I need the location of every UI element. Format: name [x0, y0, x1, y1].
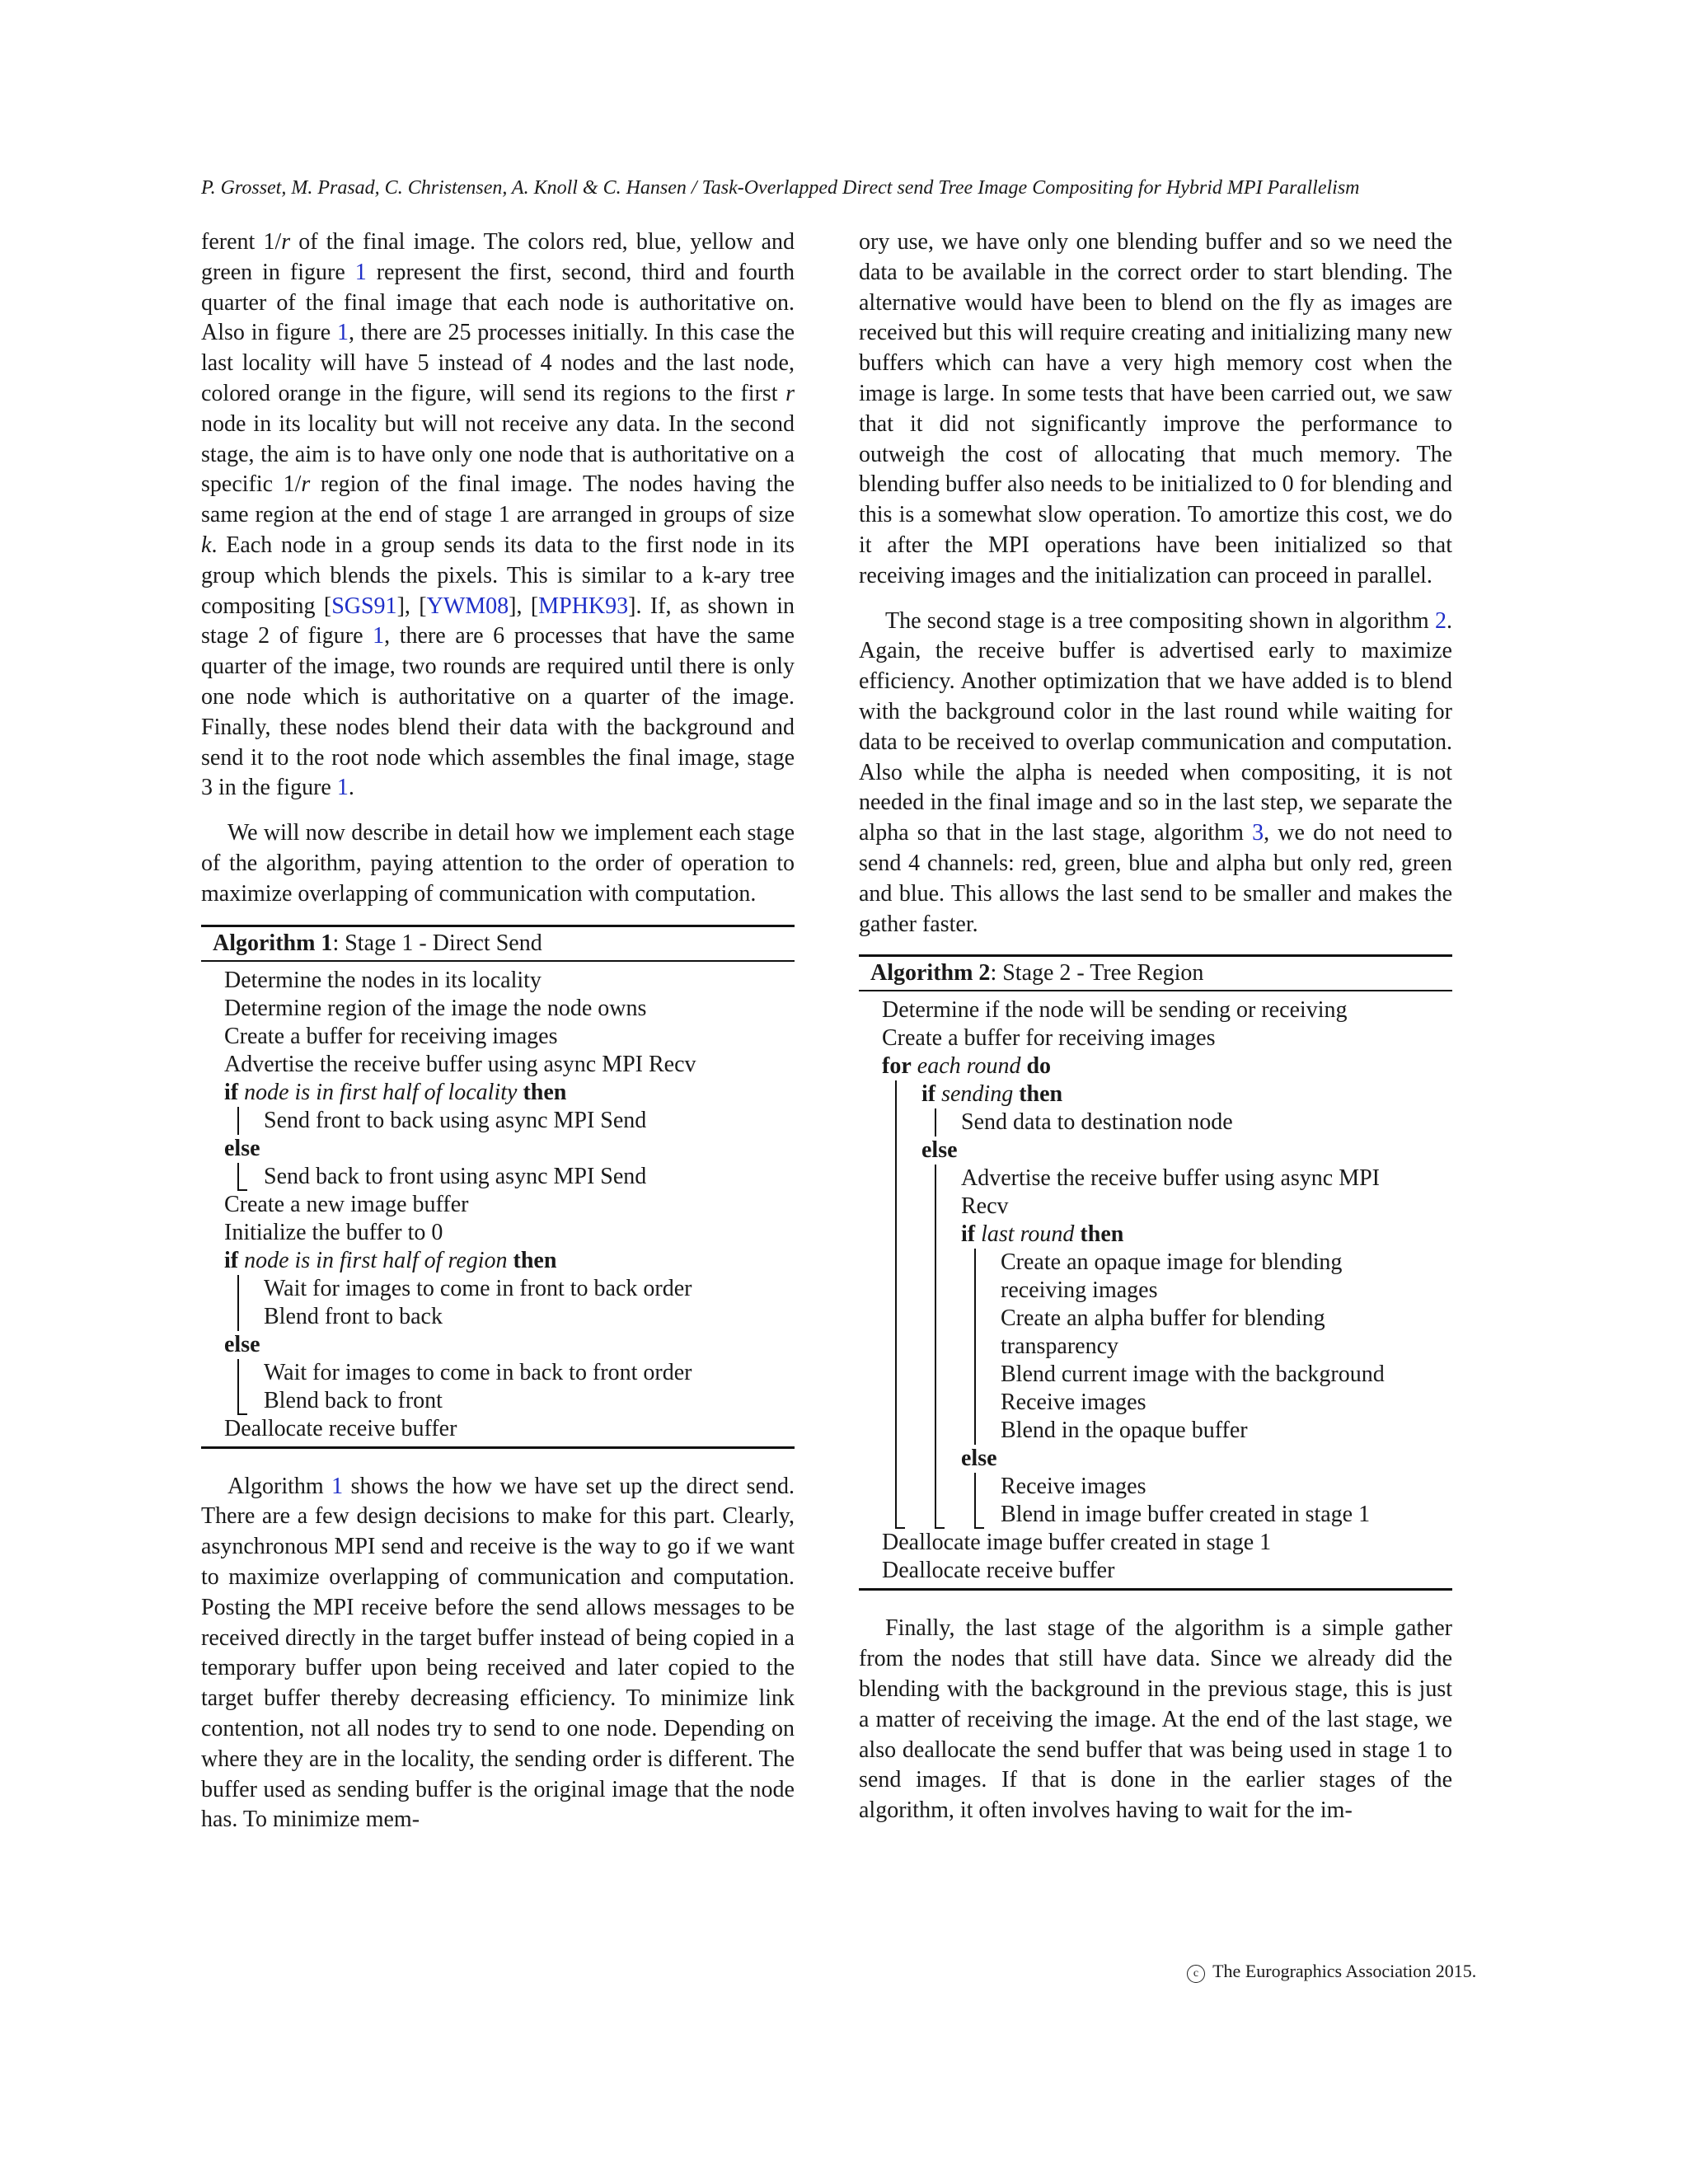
algo-line: Receive images [1001, 1474, 1146, 1500]
algo-else-line: else [961, 1446, 997, 1472]
algo-else-line: else [921, 1137, 958, 1164]
algorithm-body [859, 991, 1452, 1585]
algo-if-line: if last round then [961, 1221, 1124, 1248]
algo-if-line: if node is in first half of locality then [224, 1079, 567, 1105]
algorithm-2-box [859, 954, 1452, 1591]
algo-block [974, 1473, 1452, 1529]
algo-line: Blend in the opaque buffer [1001, 1418, 1248, 1444]
algorithm-body [201, 962, 795, 1443]
algo-line: Send back to front using async MPI Send [264, 1163, 647, 1189]
algo-line: Send data to destination node [961, 1109, 1233, 1136]
algo-line: Blend back to front [264, 1387, 443, 1413]
algorithm-ref-link[interactable]: 2 [1435, 607, 1447, 634]
algo-line: Recv [961, 1193, 1009, 1220]
algo-line: Wait for images to come in front to back order [264, 1275, 692, 1301]
paragraph: Finally, the last stage of the algorithm is a simple gather from the nodes that still have data. Since we already did the blending with the background in the previous stage, this is just a matter of receiving the image. At the end of the last stage, we also deallocate the send buffer that was being used in stage 1 to send images. If that is done in the earlier stages of the algorithm, it often involves having to wait for the im- [859, 1615, 1452, 1824]
algo-line: Blend front to back [264, 1303, 443, 1329]
algo-line: transparency [1001, 1333, 1119, 1360]
paragraph: Algorithm 1 shows the how we have set up the direct send. There are a few design decisions to make for this part. Clearly, asynchronous MPI send and receive is the way to go if we want to maximize overlapping of communication and computation. Posting the MPI receive before the send allows messages to be received directly in the target buffer instead of being copied in a temporary buffer upon being received and later copied to the target buffer thereby decreasing efficiency. To minimize link contention, not all nodes try to send to one node. Depending on where they are in the locality, the sending order is different. The buffer used as sending buffer is the original image that the node has. To minimize mem- [201, 1473, 795, 1833]
paragraph: ferent 1/r of the final image. The colors red, blue, yellow and green in figure 1 represent the first, second, third and fourth quarter of the final image that each node is authoritative on. Also in figure 1, there are 25 processes initially. In this case the last locality will have 5 instead of 4 nodes and the last node, colored orange in the figure, will send its regions to the first r node in its locality but will not receive any data. In the second stage, the aim is to have only one node that is authoritative on a specific 1/r region of the final image. The nodes having the same region at the end of stage 1 are arranged in groups of size k. Each node in a group sends its data to the first node in its group which blends the pixels. This is similar to a k-ary tree compositing [SGS91], [YWM08], [MPHK93]. If, as shown in stage 2 of figure 1, there are 6 processes that have the same quarter of the image, two rounds are required until there is only one node which is authoritative on a quarter of the image. Finally, these nodes blend their data with the background and send it to the root node which assembles the final image, stage 3 in the figure 1. [201, 229, 795, 801]
algo-block [895, 1080, 1452, 1529]
algo-line: Wait for images to come in back to front order [264, 1359, 692, 1385]
algo-line: Determine if the node will be sending or receiving [882, 997, 1348, 1024]
algo-line: Create a buffer for receiving images [224, 1023, 558, 1049]
algo-line: Receive images [1001, 1390, 1146, 1416]
algo-line: Initialize the buffer to 0 [224, 1219, 443, 1245]
algorithm-1-box [201, 925, 795, 1449]
algo-block [237, 1275, 795, 1331]
paragraph: The second stage is a tree compositing shown in algorithm 2. Again, the receive buffer is advertised early to maximize efficiency. Another optimization that we have added is to blend with the background color in the last round while waiting for data to be received to overlap communication and computation. Also while the alpha is needed when compositing, it is not needed in the final image and so in the last step, we separate the alpha so that in the last stage, algorithm 3, we do not need to send 4 channels: red, green, blue and alpha but only red, green and blue. This allows the last send to be smaller and makes the gather faster. [859, 607, 1452, 937]
algo-line: Create a buffer for receiving images [882, 1025, 1216, 1052]
citation-link[interactable]: MPHK93 [538, 593, 629, 619]
algo-line: Advertise the receive buffer using async MPI Recv [224, 1051, 696, 1077]
figure-ref-link[interactable]: 1 [336, 320, 349, 346]
algo-line: Determine region of the image the node owns [224, 995, 647, 1021]
algo-block [237, 1163, 795, 1191]
algo-line: Create an opaque image for blending [1001, 1249, 1343, 1276]
algo-line: Determine the nodes in its locality [224, 967, 542, 993]
paragraph: ory use, we have only one blending buffer and so we need the data to be available in the correct order to start blending. The alternative would have been to blend on the fly as images are received but this will require creating and initializing many new buffers which can have a very high memory cost when the image is large. In some tests that have been carried out, we saw that it did not significantly improve the performance to outweigh the cost of allocating that much memory. The blending buffer also needs to be initialized to 0 for blending and this is a somewhat slow operation. To amortize this cost, we do it after the MPI operations have been initialized so that receiving images and the initialization can proceed in parallel. [859, 229, 1452, 588]
algo-block [935, 1165, 1452, 1529]
algo-for-line: for each round do [882, 1053, 1052, 1080]
algo-else-line: else [224, 1331, 260, 1357]
algo-block [237, 1359, 795, 1415]
algorithm-title: Algorithm 2: Stage 2 - Tree Region [859, 957, 1452, 991]
algo-block [935, 1108, 1452, 1137]
figure-ref-link[interactable]: 1 [336, 775, 349, 801]
algo-line: Send front to back using async MPI Send [264, 1107, 647, 1133]
algo-if-line: if sending then [921, 1081, 1063, 1108]
algo-if-line: if node is in first half of region then [224, 1247, 557, 1273]
citation-link[interactable]: YWM08 [426, 593, 509, 619]
algo-line: Create a new image buffer [224, 1191, 469, 1217]
algo-block [237, 1107, 795, 1135]
algo-line: Deallocate receive buffer [224, 1415, 457, 1441]
algo-line: Advertise the receive buffer using async MPI [961, 1165, 1380, 1192]
copyright-icon: c [1187, 1965, 1205, 1983]
right-column [859, 227, 1452, 1841]
algo-line: Blend current image with the background [1001, 1361, 1385, 1388]
running-header: P. Grosset, M. Prasad, C. Christensen, A. Knoll & C. Hansen / Task-Overlapped Direct send Tree Image Compositing for Hybrid MPI Parallelism [201, 177, 1360, 199]
figure-ref-link[interactable]: 1 [354, 259, 367, 285]
algo-line: Deallocate image buffer created in stage 1 [882, 1530, 1272, 1556]
algorithm-title: Algorithm 1: Stage 1 - Direct Send [201, 927, 795, 962]
left-column [201, 227, 795, 1850]
algo-else-line: else [224, 1135, 260, 1161]
algo-line: receiving images [1001, 1277, 1158, 1304]
algo-line: Blend in image buffer created in stage 1 [1001, 1502, 1371, 1528]
algorithm-ref-link[interactable]: 3 [1252, 820, 1264, 846]
paragraph: We will now describe in detail how we implement each stage of the algorithm, paying attention to the order of operation to maximize overlapping of communication with computation. [201, 820, 795, 907]
algorithm-ref-link[interactable]: 1 [331, 1473, 344, 1499]
algo-line: Deallocate receive buffer [882, 1558, 1115, 1584]
copyright-footer: c The Eurographics Association 2015. [1187, 1960, 1454, 1983]
figure-ref-link[interactable]: 1 [373, 623, 385, 649]
algo-block [974, 1249, 1452, 1445]
algo-line: Create an alpha buffer for blending [1001, 1305, 1325, 1332]
citation-link[interactable]: SGS91 [331, 593, 397, 619]
